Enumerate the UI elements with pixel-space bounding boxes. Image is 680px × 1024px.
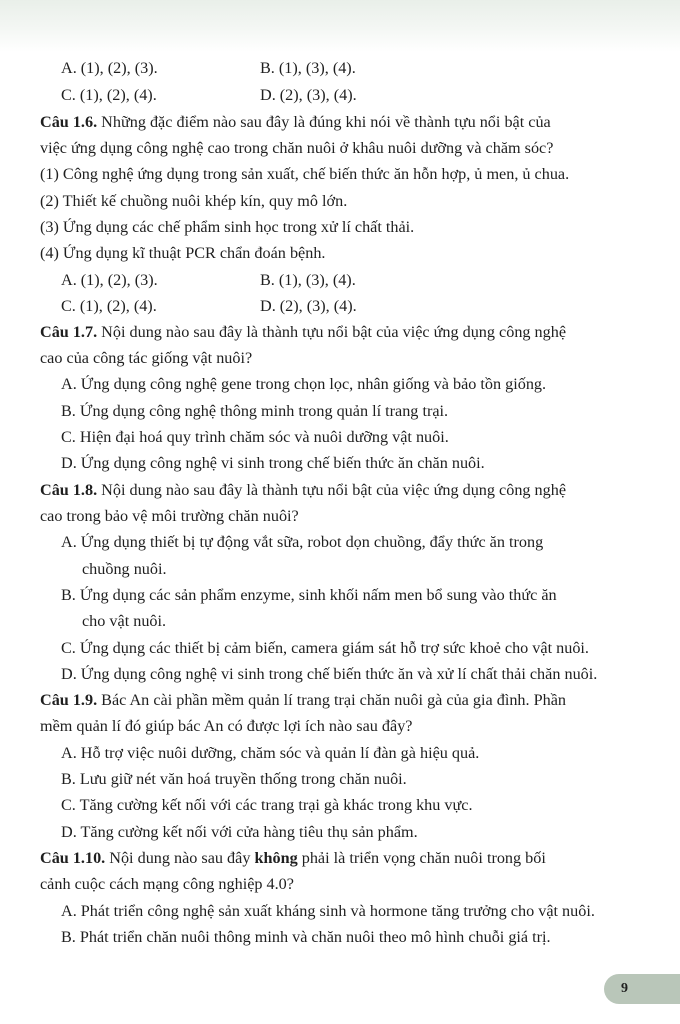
option-a: A. Ứng dụng thiết bị tự động vắt sữa, robot dọn chuồng, đẩy thức ăn trong [61, 533, 544, 551]
option-a-cont: chuồng nuôi. [82, 560, 167, 578]
page-number: 9 [621, 981, 628, 996]
option-b: B. Ứng dụng công nghệ thông minh trong quản lí trang trại. [61, 402, 449, 420]
question-1-8-stem [40, 477, 566, 503]
question-1-10-stem [40, 845, 546, 871]
option-b: B. Lưu giữ nét văn hoá truyền thống trong chăn nuôi. [61, 770, 407, 788]
question-text-cont: cao trong bảo vệ môi trường chăn nuôi? [40, 507, 299, 525]
option-d: D. Ứng dụng công nghệ vi sinh trong chế biến thức ăn và xử lí chất thải chăn nuôi. [61, 665, 598, 683]
option-a: A. Phát triển công nghệ sản xuất kháng sinh và hormone tăng trưởng cho vật nuôi. [61, 902, 595, 920]
statement-3: (3) Ứng dụng các chế phẩm sinh học trong xử lí chất thải. [40, 218, 415, 236]
question-text: phải là triển vọng chăn nuôi trong bối [297, 849, 546, 867]
option-c: C. Hiện đại hoá quy trình chăm sóc và nuôi dưỡng vật nuôi. [61, 428, 449, 446]
option-a: A. Hỗ trợ việc nuôi dưỡng, chăm sóc và quản lí đàn gà hiệu quả. [61, 744, 480, 762]
option-c: C. Tăng cường kết nối với các trang trại gà khác trong khu vực. [61, 796, 473, 814]
page-number-tab [604, 974, 680, 1004]
option-c: C. Ứng dụng các thiết bị cảm biến, camera giám sát hỗ trợ sức khoẻ cho vật nuôi. [61, 639, 589, 657]
question-text: Nội dung nào sau đây [105, 849, 255, 867]
question-text: Những đặc điểm nào sau đây là đúng khi nói về thành tựu nổi bật của [97, 113, 551, 131]
option-b: B. (1), (3), (4). [260, 59, 356, 77]
option-a: A. (1), (2), (3). [61, 271, 158, 289]
question-number: Câu 1.7. [40, 323, 98, 341]
option-b: B. Phát triển chăn nuôi thông minh và chăn nuôi theo mô hình chuỗi giá trị. [61, 928, 551, 946]
question-text-cont: việc ứng dụng công nghệ cao trong chăn nuôi ở khâu nuôi dưỡng và chăm sóc? [40, 139, 554, 157]
question-1-6-stem [40, 109, 551, 135]
question-number: Câu 1.9. [40, 691, 98, 709]
statement-2: (2) Thiết kế chuồng nuôi khép kín, quy mô lớn. [40, 192, 348, 210]
option-d: D. (2), (3), (4). [260, 297, 357, 315]
option-b-cont: cho vật nuôi. [82, 612, 167, 630]
question-text-cont: mềm quản lí đó giúp bác An có được lợi ích nào sau đây? [40, 717, 413, 735]
statement-1: (1) Công nghệ ứng dụng trong sản xuất, chế biến thức ăn hỗn hợp, ủ men, ủ chua. [40, 165, 570, 183]
option-d: D. Tăng cường kết nối với cửa hàng tiêu thụ sản phẩm. [61, 823, 418, 841]
question-text: Nội dung nào sau đây là thành tựu nổi bật của việc ứng dụng công nghệ [97, 323, 567, 341]
option-d: D. (2), (3), (4). [260, 86, 357, 104]
question-1-7-stem [40, 319, 566, 345]
option-b: B. Ứng dụng các sản phẩm enzyme, sinh khối nấm men bổ sung vào thức ăn [61, 586, 557, 604]
emphasis-not: không [254, 849, 298, 867]
statement-4: (4) Ứng dụng kĩ thuật PCR chẩn đoán bệnh. [40, 244, 326, 262]
option-c: C. (1), (2), (4). [61, 297, 157, 315]
question-number: Câu 1.10. [40, 849, 106, 867]
option-b: B. (1), (3), (4). [260, 271, 356, 289]
question-1-9-stem [40, 687, 566, 713]
option-d: D. Ứng dụng công nghệ vi sinh trong chế biến thức ăn chăn nuôi. [61, 454, 485, 472]
option-a: A. (1), (2), (3). [61, 59, 158, 77]
question-text-cont: cao của công tác giống vật nuôi? [40, 349, 253, 367]
question-number: Câu 1.8. [40, 481, 98, 499]
question-text-cont: cảnh cuộc cách mạng công nghiệp 4.0? [40, 875, 294, 893]
question-text: Bác An cài phần mềm quản lí trang trại chăn nuôi gà của gia đình. Phần [97, 691, 566, 709]
option-a: A. Ứng dụng công nghệ gene trong chọn lọc, nhân giống và bảo tồn giống. [61, 375, 547, 393]
option-c: C. (1), (2), (4). [61, 86, 157, 104]
question-text: Nội dung nào sau đây là thành tựu nổi bật của việc ứng dụng công nghệ [97, 481, 567, 499]
question-number: Câu 1.6. [40, 113, 98, 131]
